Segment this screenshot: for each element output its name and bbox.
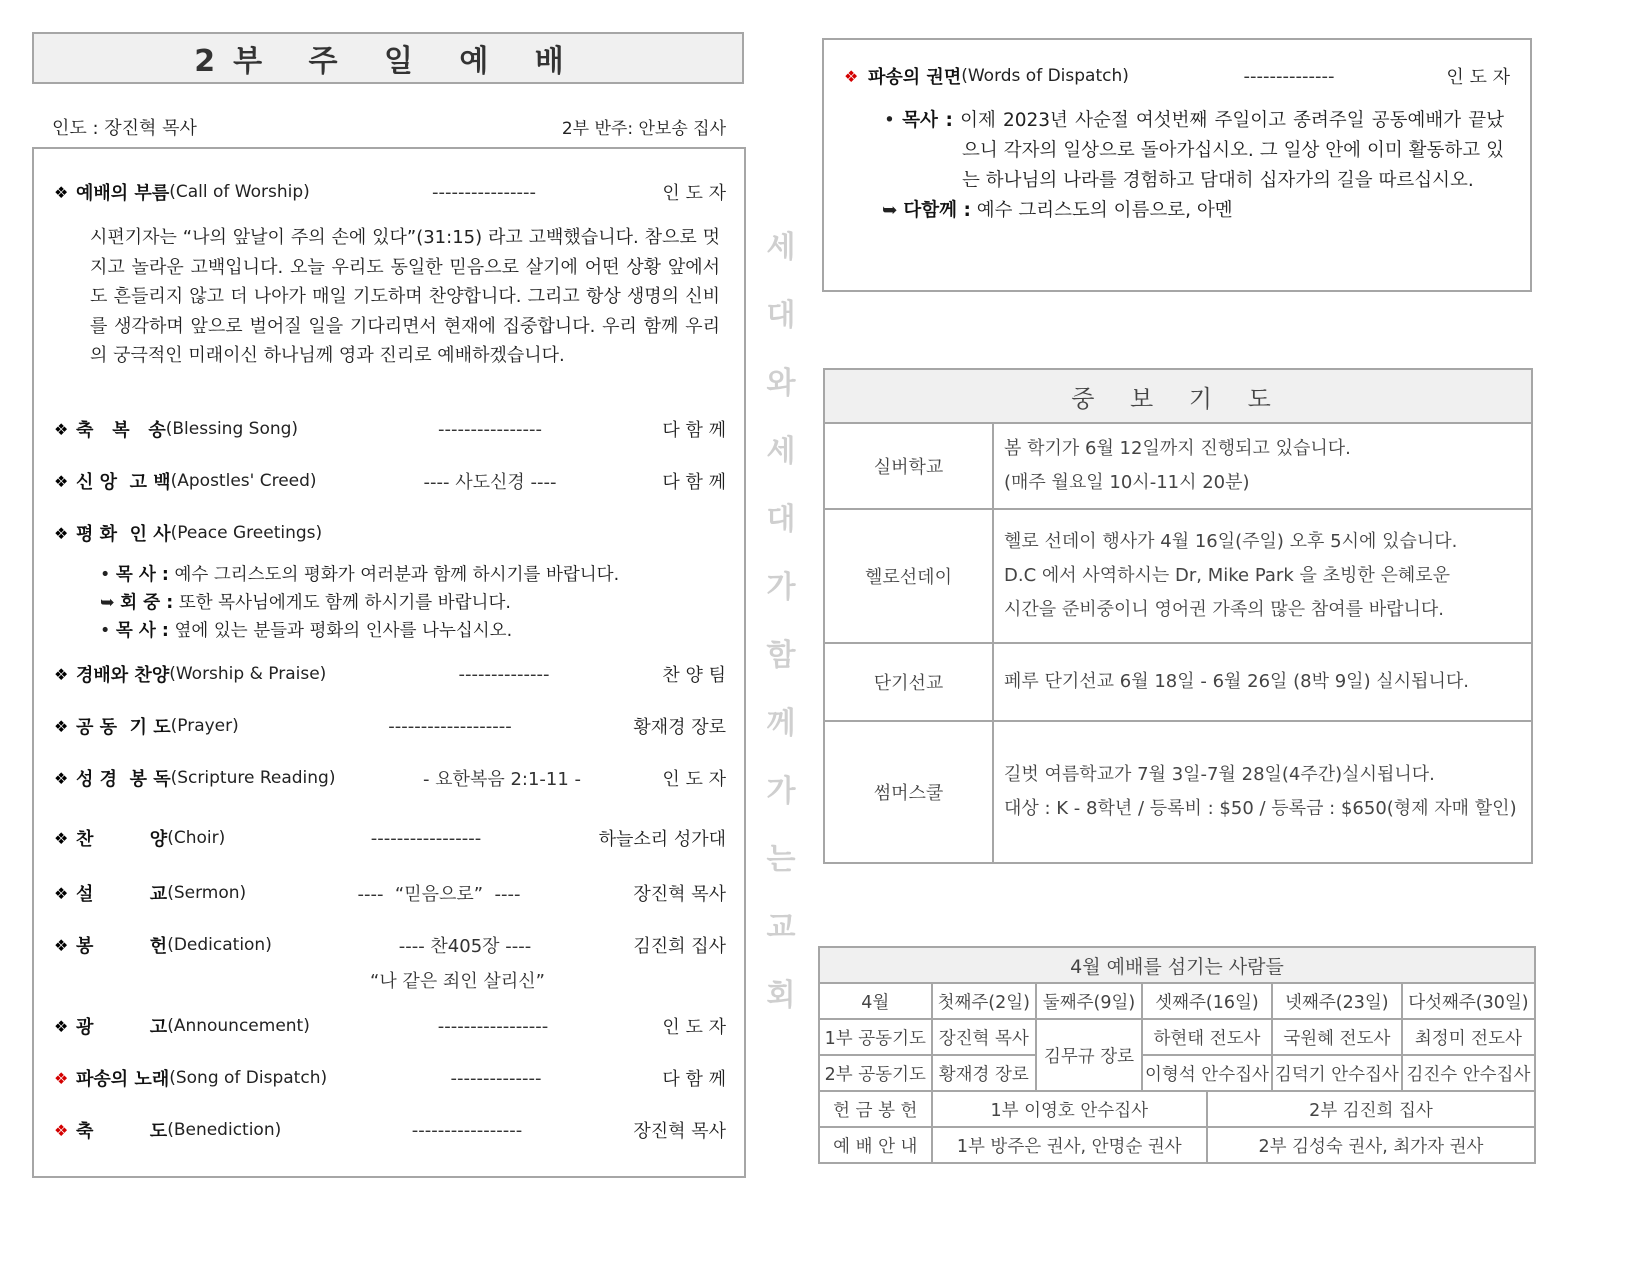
diamond-bullet-icon: ❖ xyxy=(54,419,69,439)
servers-header-row: 4월 첫째주(2일) 둘째주(9일) 셋째주(16일) 넷째주(23일) 다섯째주(30일) xyxy=(819,983,1535,1019)
prayer-row: 썸머스쿨 길벗 여름학교가 7월 3일-7월 28일(4주간)실시됩니다. 대상 : K - 8학년 / 등록비 : $50 / 등록금 : $650(형제 자매 할인) xyxy=(824,721,1532,863)
prayer-row: 단기선교 페루 단기선교 6월 18일 - 6월 26일 (8박 9일) 실시됩니다. xyxy=(824,643,1532,721)
diamond-bullet-icon: ❖ xyxy=(54,471,69,491)
order-item-prayer: ❖ 공 동 기 도 (Prayer) ------------------- 황재경 장로 xyxy=(54,715,726,738)
service-leader: 인도 : 장진혁 목사 xyxy=(52,118,197,139)
diamond-bullet-icon: ❖ xyxy=(54,935,69,955)
peace-greeting-line: • 목 사 : 옆에 있는 분들과 평화의 인사를 나누십시오. xyxy=(100,621,513,641)
prayer-row: 헬로선데이 헬로 선데이 행사가 4월 16일(주일) 오후 5시에 있습니다. D.C 에서 사역하시는 Dr, Mike Park 을 초빙한 은혜로운 시간을 준비중이니 영어권 가족의 많은 참여를 바랍니다. xyxy=(824,509,1532,643)
diamond-bullet-icon: ❖ xyxy=(54,883,69,903)
servers-table-title: 4월 예배를 섬기는 사람들 xyxy=(819,947,1535,983)
diamond-bullet-icon: ❖ xyxy=(54,1016,69,1036)
diamond-bullet-icon: ❖ xyxy=(54,828,69,848)
words-of-dispatch-heading: ❖ 파송의 권면 (Words of Dispatch) -------------- 인 도 자 xyxy=(844,65,1510,88)
call-of-worship-text: 시편기자는 “나의 앞날이 주의 손에 있다”(31:15) 라고 고백했습니다. 참으로 멋지고 놀라운 고백입니다. 오늘 우리도 동일한 믿음으로 살기에 어떤 상황 앞에서도 흔들리지 않고 더 나아가 매일 기도하며 찬양합니다. 그리고 항상 생명의 신비를 생각하며 앞으로 벌어질 일을 기다리면서 현재에 집중합니다. 우리 함께 우리의 궁극적인 미래이신 하나님께 영과 진리로 예배하겠습니다. xyxy=(90,227,720,366)
red-diamond-bullet-icon: ❖ xyxy=(54,1120,69,1140)
diamond-bullet-icon: ❖ xyxy=(54,716,69,736)
dedication-hymn-title: “나 같은 죄인 살리신” xyxy=(370,971,545,992)
order-item-blessing-song: ❖ 축 복 송 (Blessing Song) ---------------- 다 함 께 xyxy=(54,418,726,441)
intercessory-prayer-table xyxy=(823,368,1533,864)
order-item-call-of-worship: ❖ 예배의 부름 (Call of Worship) ---------------- 인 도 자 xyxy=(54,181,726,204)
servers-row-ushers: 예 배 안 내 1부 방주은 권사, 안명순 권사 2부 김성숙 권사, 최가자 권사 xyxy=(819,1127,1535,1163)
diamond-bullet-icon: ❖ xyxy=(54,523,69,543)
order-item-worship-praise: ❖ 경배와 찬양 (Worship & Praise) -------------- 찬 양 팀 xyxy=(54,663,726,686)
prayer-table-title: 중 보 기 도 xyxy=(824,369,1532,423)
servers-row-prayer1: 1부 공동기도 장진혁 목사 김무규 장로 하현태 전도사 국원혜 전도사 최정미 전도사 xyxy=(819,1019,1535,1055)
order-item-dedication: ❖ 봉 헌 (Dedication) ---- 찬405장 ---- 김진희 집사 xyxy=(54,935,726,957)
service-accompanist: 2부 반주: 안보송 집사 xyxy=(561,119,726,139)
order-item-peace-greetings: ❖ 평 화 인 사 (Peace Greetings) xyxy=(54,523,323,545)
order-item-sermon: ❖ 설 교 (Sermon) ---- “믿음으로” ---- 장진혁 목사 xyxy=(54,883,726,905)
prayer-row: 실버학교 봄 학기가 6월 12일까지 진행되고 있습니다. (매주 월요일 10시-11시 20분) xyxy=(824,423,1532,509)
order-item-song-of-dispatch: ❖ 파송의 노래 (Song of Dispatch) -------------- 다 함 께 xyxy=(54,1067,726,1090)
dispatch-pastor-text: • 목사 : 이제 2023년 사순절 여섯번째 주일이고 종려주일 공동예배가 끝났으니 각자의 일상으로 돌아가십시오. 그 일상 안에 이미 활동하고 있는 하나님의 나라를 경험하고 담대히 십자가의 길을 따르십시오. ➥ 다함께 : 예수 그리스도의 이름으로, 아멘 xyxy=(884,106,1504,226)
peace-greeting-line: • 목 사 : 예수 그리스도의 평화가 여러분과 함께 하시기를 바랍니다. xyxy=(100,565,620,585)
servers-row-prayer2: 2부 공동기도 황재경 장로 이형석 안수집사 김덕기 안수집사 김진수 안수집사 xyxy=(819,1055,1535,1091)
diamond-bullet-icon: ❖ xyxy=(54,768,69,788)
order-item-announcement: ❖ 광 고 (Announcement) ----------------- 인 도 자 xyxy=(54,1015,726,1038)
dispatch-response: ➥ 다함께 : 예수 그리스도의 이름으로, 아멘 xyxy=(882,200,1233,221)
order-item-choir: ❖ 찬 양 (Choir) ----------------- 하늘소리 성가대 xyxy=(54,827,726,850)
april-servers-table xyxy=(818,946,1536,1164)
red-diamond-bullet-icon: ❖ xyxy=(54,1068,69,1088)
peace-greeting-line: ➥ 회 중 : 또한 목사님에게도 함께 하시기를 바랍니다. xyxy=(100,593,511,613)
diamond-bullet-icon: ❖ xyxy=(54,664,69,684)
red-diamond-bullet-icon: ❖ xyxy=(844,66,859,86)
service-title-box xyxy=(32,32,744,84)
service-title: 2부 주 일 예 배 xyxy=(194,44,582,79)
servers-row-offering: 헌 금 봉 헌 1부 이영호 안수집사 2부 김진희 집사 xyxy=(819,1091,1535,1127)
order-of-worship xyxy=(32,147,746,1178)
order-item-benediction: ❖ 축 도 (Benediction) ----------------- 장진혁 목사 xyxy=(54,1119,726,1142)
vertical-slogan: 세 대 와 세 대 가 함 께 가 는 교 회 xyxy=(766,230,796,1013)
order-item-scripture-reading: ❖ 성 경 봉 독 (Scripture Reading) - 요한복음 2:1-11 - 인 도 자 xyxy=(54,768,726,790)
words-of-dispatch-box xyxy=(822,38,1532,292)
order-item-apostles-creed: ❖ 신 앙 고 백 (Apostles' Creed) ---- 사도신경 ---- 다 함 께 xyxy=(54,471,726,493)
diamond-bullet-icon: ❖ xyxy=(54,182,69,202)
